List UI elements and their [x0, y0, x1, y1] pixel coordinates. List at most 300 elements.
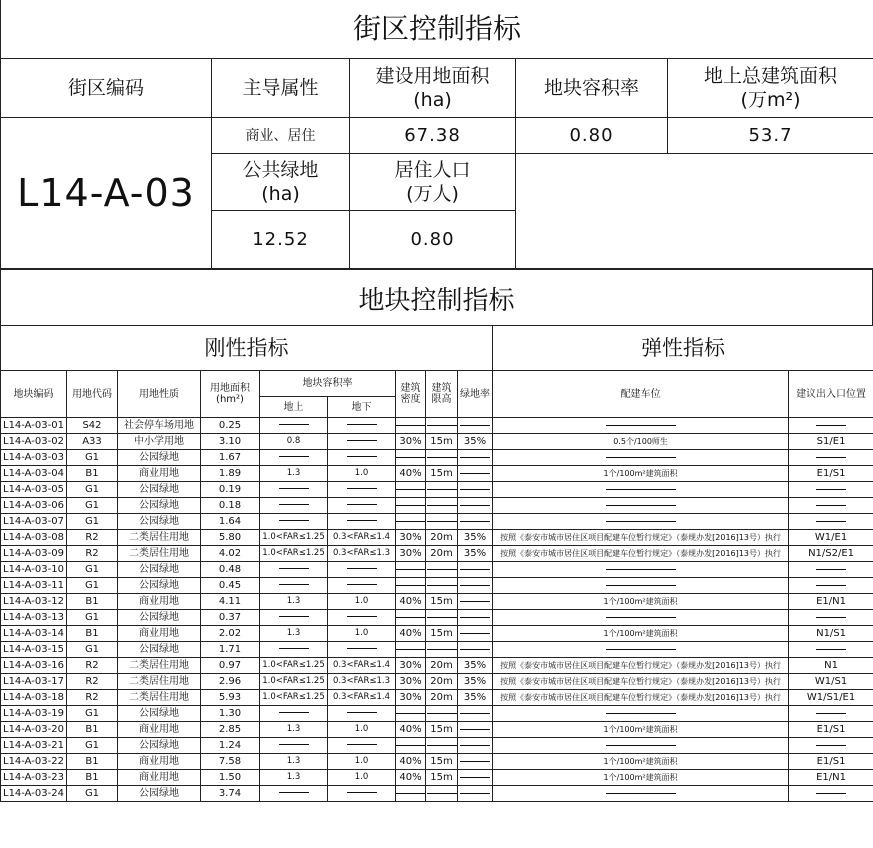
empty-dash: [460, 601, 490, 602]
far-below-cell: [328, 786, 396, 802]
entrance-cell: [789, 482, 873, 498]
green-rate-cell: [458, 562, 493, 578]
far-above-cell: 1.0<FAR≤1.25: [260, 674, 328, 690]
land-type-cell: 公园绿地: [118, 482, 201, 498]
entrance-cell: [789, 450, 873, 466]
far-below-cell: [328, 434, 396, 450]
header-parcel-code: 地块编码: [1, 371, 67, 418]
density-cell: [396, 642, 426, 658]
empty-dash: [347, 504, 377, 505]
empty-dash: [460, 745, 490, 746]
empty-dash: [460, 761, 490, 762]
parcel-code-cell: L14-A-03-21: [1, 738, 67, 754]
empty-dash: [347, 488, 377, 489]
empty-dash: [606, 617, 676, 618]
header-land-area: [350, 59, 516, 118]
entrance-cell: E1/N1: [789, 594, 873, 610]
parking-cell: 1个/100m²建筑面积: [493, 754, 789, 770]
header-land-area-line1: 建设用地面积: [375, 65, 490, 87]
density-cell: [396, 706, 426, 722]
header-parking: 配建车位: [493, 371, 789, 418]
height-cell: 15m: [426, 754, 458, 770]
header-land-code: 用地代码: [67, 371, 118, 418]
parking-cell: 按照《泰安市城市居住区项目配建车位暂行规定》（泰规办发[2016]13号）执行: [493, 658, 789, 674]
parking-cell: [493, 514, 789, 530]
empty-dash: [460, 489, 490, 490]
main-attr-value: 商业、居住: [212, 118, 350, 154]
far-value: 0.80: [516, 118, 668, 154]
population-value: 0.80: [350, 211, 516, 269]
entrance-cell: [789, 706, 873, 722]
empty-dash: [816, 745, 846, 746]
parcel-row: [1, 578, 873, 594]
empty-dash: [427, 713, 457, 714]
land-code-cell: G1: [67, 482, 118, 498]
empty-dash: [816, 793, 846, 794]
far-below-cell: [328, 418, 396, 434]
land-type-cell: 公园绿地: [118, 610, 201, 626]
empty-dash: [460, 713, 490, 714]
land-type-cell: 公园绿地: [118, 706, 201, 722]
entrance-cell: [789, 610, 873, 626]
green-rate-cell: [458, 466, 493, 482]
header-population: [350, 154, 516, 211]
parcel-code-cell: L14-A-03-15: [1, 642, 67, 658]
parking-cell: [493, 418, 789, 434]
empty-cell: [516, 154, 873, 269]
height-cell: [426, 562, 458, 578]
far-above-cell: [260, 418, 328, 434]
far-below-cell: 0.3<FAR≤1.3: [328, 546, 396, 562]
land-code-cell: B1: [67, 754, 118, 770]
empty-dash: [427, 793, 457, 794]
entrance-cell: N1/S1: [789, 626, 873, 642]
parcel-row: [1, 674, 873, 690]
land-type-cell: 公园绿地: [118, 738, 201, 754]
elastic-indicators-title: 弹性指标: [493, 326, 873, 371]
header-parcel-area-line2: (hm²): [216, 394, 244, 405]
parcel-code-cell: L14-A-03-22: [1, 754, 67, 770]
far-above-cell: 1.3: [260, 594, 328, 610]
empty-dash: [460, 633, 490, 634]
land-type-cell: 公园绿地: [118, 578, 201, 594]
empty-dash: [460, 457, 490, 458]
parcel-code-cell: L14-A-03-11: [1, 578, 67, 594]
empty-dash: [460, 729, 490, 730]
land-type-cell: 公园绿地: [118, 514, 201, 530]
empty-dash: [460, 425, 490, 426]
parking-cell: [493, 786, 789, 802]
height-cell: [426, 450, 458, 466]
green-rate-cell: [458, 610, 493, 626]
far-above-cell: [260, 610, 328, 626]
density-cell: [396, 578, 426, 594]
green-rate-cell: [458, 450, 493, 466]
parcel-row: [1, 610, 873, 626]
area-cell: 0.25: [201, 418, 260, 434]
far-above-cell: [260, 738, 328, 754]
header-far: 地块容积率: [516, 59, 668, 118]
land-type-cell: 商业用地: [118, 594, 201, 610]
empty-dash: [396, 617, 426, 618]
entrance-cell: [789, 786, 873, 802]
parking-cell: 1个/100m²建筑面积: [493, 722, 789, 738]
header-public-green-line2: (ha): [261, 183, 300, 205]
height-cell: 15m: [426, 594, 458, 610]
land-type-cell: 公园绿地: [118, 562, 201, 578]
parcel-row: [1, 690, 873, 706]
empty-dash: [396, 489, 426, 490]
empty-dash: [279, 712, 309, 713]
area-cell: 2.02: [201, 626, 260, 642]
empty-dash: [279, 424, 309, 425]
parcel-row: [1, 434, 873, 450]
empty-dash: [427, 425, 457, 426]
empty-dash: [347, 456, 377, 457]
height-cell: [426, 418, 458, 434]
green-rate-cell: 35%: [458, 546, 493, 562]
parcel-row: [1, 770, 873, 786]
parking-cell: [493, 482, 789, 498]
empty-dash: [606, 585, 676, 586]
far-above-cell: 1.3: [260, 754, 328, 770]
area-cell: 0.97: [201, 658, 260, 674]
area-cell: 0.37: [201, 610, 260, 626]
green-rate-cell: [458, 482, 493, 498]
density-cell: 40%: [396, 466, 426, 482]
header-main-attr: 主导属性: [212, 59, 350, 118]
header-population-line1: 居住人口: [394, 159, 471, 181]
height-cell: 20m: [426, 530, 458, 546]
land-code-cell: G1: [67, 786, 118, 802]
green-rate-cell: [458, 786, 493, 802]
parcel-row: [1, 738, 873, 754]
entrance-cell: [789, 738, 873, 754]
green-rate-cell: 35%: [458, 690, 493, 706]
entrance-cell: N1/S2/E1: [789, 546, 873, 562]
parking-cell: 按照《泰安市城市居住区项目配建车位暂行规定》（泰规办发[2016]13号）执行: [493, 690, 789, 706]
entrance-cell: W1/S1/E1: [789, 690, 873, 706]
empty-dash: [427, 457, 457, 458]
land-type-cell: 商业用地: [118, 754, 201, 770]
empty-dash: [460, 521, 490, 522]
empty-dash: [396, 505, 426, 506]
header-far-below: 地下: [328, 397, 396, 418]
header-entrance: 建议出入口位置: [789, 371, 873, 418]
height-cell: 15m: [426, 722, 458, 738]
area-cell: 4.11: [201, 594, 260, 610]
land-type-cell: 公园绿地: [118, 498, 201, 514]
far-above-cell: 1.0<FAR≤1.25: [260, 530, 328, 546]
empty-dash: [816, 457, 846, 458]
far-below-cell: 1.0: [328, 770, 396, 786]
empty-dash: [279, 520, 309, 521]
header-public-green-line1: 公共绿地: [242, 159, 319, 181]
land-code-cell: G1: [67, 642, 118, 658]
area-cell: 2.85: [201, 722, 260, 738]
header-height-line1: 建筑: [431, 383, 452, 394]
parcel-code-cell: L14-A-03-17: [1, 674, 67, 690]
density-cell: 30%: [396, 546, 426, 562]
green-rate-cell: 35%: [458, 674, 493, 690]
parcel-code-cell: L14-A-03-14: [1, 626, 67, 642]
parking-cell: 1个/100m²建筑面积: [493, 626, 789, 642]
far-below-cell: [328, 642, 396, 658]
block-title: 街区控制指标: [1, 0, 873, 59]
area-cell: 0.48: [201, 562, 260, 578]
empty-dash: [606, 521, 676, 522]
empty-dash: [606, 425, 676, 426]
density-cell: [396, 450, 426, 466]
area-cell: 0.45: [201, 578, 260, 594]
empty-dash: [396, 457, 426, 458]
far-above-cell: 1.0<FAR≤1.25: [260, 690, 328, 706]
height-cell: [426, 498, 458, 514]
parcel-rows: [1, 418, 873, 802]
far-above-cell: 0.8: [260, 434, 328, 450]
empty-dash: [347, 744, 377, 745]
far-below-cell: 0.3<FAR≤1.3: [328, 674, 396, 690]
green-rate-cell: [458, 514, 493, 530]
land-code-cell: G1: [67, 738, 118, 754]
parcel-row: [1, 418, 873, 434]
density-cell: [396, 786, 426, 802]
parking-cell: 1个/100m²建筑面积: [493, 594, 789, 610]
land-area-value: 67.38: [350, 118, 516, 154]
density-cell: 40%: [396, 722, 426, 738]
far-above-cell: [260, 482, 328, 498]
area-cell: 7.58: [201, 754, 260, 770]
parcel-row: [1, 562, 873, 578]
area-cell: 3.74: [201, 786, 260, 802]
empty-dash: [606, 457, 676, 458]
density-cell: 30%: [396, 658, 426, 674]
density-cell: 40%: [396, 754, 426, 770]
height-cell: [426, 482, 458, 498]
entrance-cell: [789, 642, 873, 658]
empty-dash: [427, 649, 457, 650]
empty-dash: [816, 569, 846, 570]
empty-dash: [460, 569, 490, 570]
header-height-line2: 限高: [431, 394, 452, 405]
empty-dash: [396, 649, 426, 650]
entrance-cell: N1: [789, 658, 873, 674]
parking-cell: 1个/100m²建筑面积: [493, 770, 789, 786]
parcel-row: [1, 466, 873, 482]
entrance-cell: E1/S1: [789, 722, 873, 738]
land-code-cell: B1: [67, 594, 118, 610]
empty-dash: [460, 505, 490, 506]
empty-dash: [347, 648, 377, 649]
header-density: [396, 371, 426, 418]
far-above-cell: [260, 514, 328, 530]
empty-dash: [347, 568, 377, 569]
entrance-cell: [789, 562, 873, 578]
empty-dash: [427, 745, 457, 746]
height-cell: 20m: [426, 658, 458, 674]
header-far-above: 地上: [260, 397, 328, 418]
parking-cell: 按照《泰安市城市居住区项目配建车位暂行规定》（泰规办发[2016]13号）执行: [493, 546, 789, 562]
far-above-cell: 1.0<FAR≤1.25: [260, 546, 328, 562]
land-type-cell: 商业用地: [118, 770, 201, 786]
height-cell: 15m: [426, 770, 458, 786]
far-below-cell: [328, 498, 396, 514]
parking-cell: [493, 578, 789, 594]
parcel-row: [1, 498, 873, 514]
empty-dash: [279, 744, 309, 745]
far-above-cell: [260, 642, 328, 658]
header-parcel-far: 地块容积率: [260, 371, 396, 397]
parcel-code-cell: L14-A-03-24: [1, 786, 67, 802]
land-type-cell: 二类居住用地: [118, 546, 201, 562]
parcel-code-cell: L14-A-03-12: [1, 594, 67, 610]
area-cell: 1.67: [201, 450, 260, 466]
empty-dash: [396, 793, 426, 794]
far-above-cell: 1.3: [260, 722, 328, 738]
density-cell: [396, 610, 426, 626]
density-cell: 30%: [396, 530, 426, 546]
parcel-row: [1, 786, 873, 802]
parcel-code-cell: L14-A-03-01: [1, 418, 67, 434]
empty-dash: [606, 745, 676, 746]
empty-dash: [460, 585, 490, 586]
empty-dash: [347, 792, 377, 793]
parcel-code-cell: L14-A-03-23: [1, 770, 67, 786]
empty-dash: [816, 505, 846, 506]
header-land-area-line2: (ha): [413, 89, 452, 111]
far-above-cell: [260, 706, 328, 722]
area-cell: 1.24: [201, 738, 260, 754]
empty-dash: [396, 425, 426, 426]
land-code-cell: R2: [67, 530, 118, 546]
entrance-cell: S1/E1: [789, 434, 873, 450]
empty-dash: [460, 793, 490, 794]
empty-dash: [460, 649, 490, 650]
far-above-cell: 1.3: [260, 770, 328, 786]
far-below-cell: [328, 562, 396, 578]
area-cell: 1.89: [201, 466, 260, 482]
land-code-cell: B1: [67, 770, 118, 786]
empty-dash: [606, 649, 676, 650]
entrance-cell: W1/S1: [789, 674, 873, 690]
parcel-code-cell: L14-A-03-08: [1, 530, 67, 546]
parcel-title-table: [0, 269, 873, 326]
far-above-cell: 1.3: [260, 466, 328, 482]
gfa-value: 53.7: [668, 118, 873, 154]
empty-dash: [347, 712, 377, 713]
empty-dash: [427, 569, 457, 570]
land-code-cell: G1: [67, 706, 118, 722]
header-height-limit: [426, 371, 458, 418]
land-type-cell: 公园绿地: [118, 642, 201, 658]
empty-dash: [816, 649, 846, 650]
empty-dash: [606, 793, 676, 794]
parcel-title: 地块控制指标: [1, 270, 873, 327]
header-gfa-line1: 地上总建筑面积: [704, 65, 838, 87]
parcel-row: [1, 450, 873, 466]
far-below-cell: [328, 514, 396, 530]
height-cell: [426, 578, 458, 594]
parcel-code-cell: L14-A-03-20: [1, 722, 67, 738]
green-rate-cell: [458, 722, 493, 738]
land-code-cell: G1: [67, 562, 118, 578]
green-rate-cell: [458, 706, 493, 722]
density-cell: 40%: [396, 626, 426, 642]
parking-cell: [493, 706, 789, 722]
green-rate-cell: 35%: [458, 434, 493, 450]
area-cell: 1.64: [201, 514, 260, 530]
land-code-cell: R2: [67, 674, 118, 690]
block-indicator-table: [0, 0, 873, 269]
land-type-cell: 二类居住用地: [118, 674, 201, 690]
empty-dash: [816, 713, 846, 714]
height-cell: [426, 514, 458, 530]
green-rate-cell: [458, 770, 493, 786]
density-cell: 40%: [396, 594, 426, 610]
empty-dash: [460, 777, 490, 778]
empty-dash: [279, 584, 309, 585]
empty-dash: [816, 521, 846, 522]
land-type-cell: 商业用地: [118, 626, 201, 642]
parcel-row: [1, 594, 873, 610]
parcel-code-cell: L14-A-03-09: [1, 546, 67, 562]
land-code-cell: G1: [67, 498, 118, 514]
land-code-cell: G1: [67, 610, 118, 626]
parking-cell: 按照《泰安市城市居住区项目配建车位暂行规定》（泰规办发[2016]13号）执行: [493, 530, 789, 546]
empty-dash: [347, 584, 377, 585]
height-cell: 15m: [426, 434, 458, 450]
parcel-row: [1, 514, 873, 530]
rigid-indicators-title: 刚性指标: [1, 326, 493, 371]
land-type-cell: 二类居住用地: [118, 658, 201, 674]
parcel-row: [1, 754, 873, 770]
parking-cell: [493, 498, 789, 514]
height-cell: 20m: [426, 690, 458, 706]
parking-cell: 0.5个/100师生: [493, 434, 789, 450]
area-cell: 4.02: [201, 546, 260, 562]
far-above-cell: 1.3: [260, 626, 328, 642]
density-cell: 30%: [396, 434, 426, 450]
density-cell: [396, 514, 426, 530]
header-density-line1: 建筑: [400, 383, 421, 394]
empty-dash: [816, 425, 846, 426]
empty-dash: [279, 792, 309, 793]
entrance-cell: [789, 578, 873, 594]
far-below-cell: [328, 610, 396, 626]
land-type-cell: 二类居住用地: [118, 690, 201, 706]
height-cell: 15m: [426, 466, 458, 482]
empty-dash: [279, 648, 309, 649]
empty-dash: [606, 505, 676, 506]
empty-dash: [427, 505, 457, 506]
area-cell: 5.80: [201, 530, 260, 546]
area-cell: 1.71: [201, 642, 260, 658]
green-rate-cell: 35%: [458, 530, 493, 546]
land-type-cell: 商业用地: [118, 466, 201, 482]
empty-dash: [396, 713, 426, 714]
green-rate-cell: [458, 578, 493, 594]
land-code-cell: R2: [67, 546, 118, 562]
density-cell: [396, 482, 426, 498]
parking-cell: [493, 562, 789, 578]
public-green-value: 12.52: [212, 211, 350, 269]
density-cell: [396, 418, 426, 434]
empty-dash: [347, 616, 377, 617]
entrance-cell: E1/S1: [789, 754, 873, 770]
header-parcel-area: [201, 371, 260, 418]
empty-dash: [427, 585, 457, 586]
parcel-code-cell: L14-A-03-07: [1, 514, 67, 530]
